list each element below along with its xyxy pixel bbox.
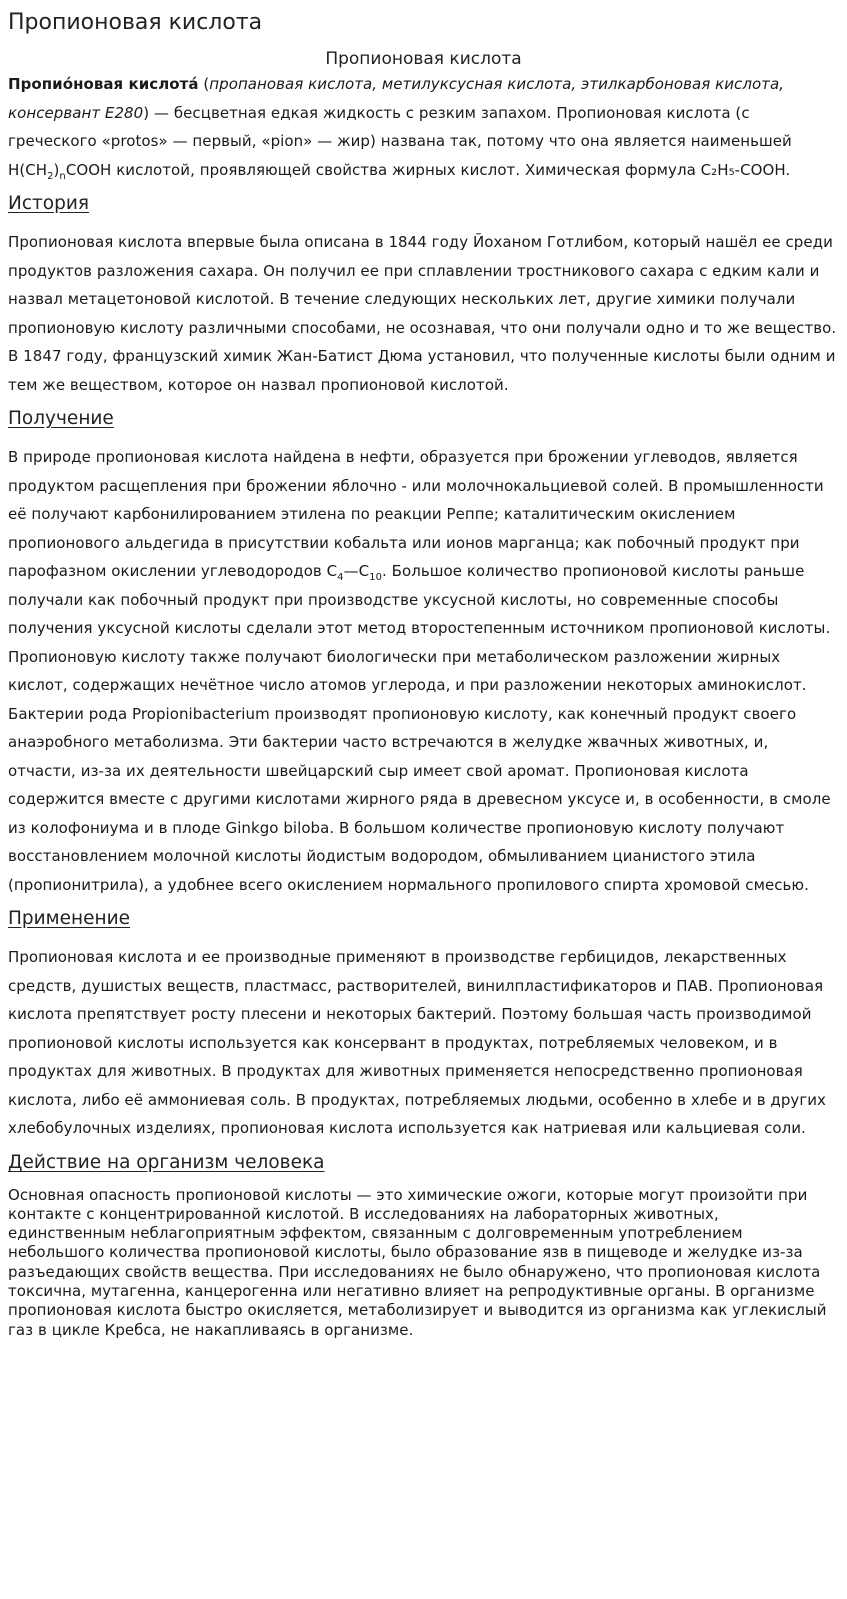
intro-text: ) — бесцветная едкая жидкость с резким запахом. Пропионовая кислота (с греческого «protos» — первый, «pion» — жир) названа так, потому что она является наименьшей H(CH: [8, 103, 792, 179]
formula-paren: ): [53, 160, 60, 179]
production-paragraph: [8, 443, 839, 899]
section-heading-usage: Применение: [8, 908, 130, 929]
section-heading-health: Действие на организм человека: [8, 1151, 325, 1173]
page-title: Пропионовая кислота: [8, 10, 263, 35]
article-subtitle: Пропионовая кислота: [325, 49, 522, 69]
formula-subscript: 2: [47, 170, 54, 182]
carbon-subscript-4: 4: [337, 572, 344, 583]
intro-open-paren: (: [198, 75, 210, 93]
term-bold: Пропио́новая кислота́: [8, 75, 199, 93]
carbon-subscript-10: 10: [369, 572, 382, 583]
intro-paragraph: [8, 70, 839, 184]
production-text-start: В природе пропионовая кислота найдена в нефти, образуется при брожении углеводов, является продуктом расщепления при брожении яблочно - или молочнокальциевой солей. В промышленности её получают карбонилированием этилена по реакции Реппе; каталитическим окислением пропионового альдегида в присутствии кобальта или ионов марганца; как побочный продукт при парофазном окислении углеводородов C: [8, 448, 824, 580]
section-heading-production: Получение: [8, 408, 114, 429]
intro-text-end: COOH кислотой, проявляющей свойства жирных кислот. Химическая формула C₂H₅-COOH.: [65, 160, 791, 179]
production-text-end: . Большое количество пропионовой кислоты раньше получали как побочный продукт при производстве уксусной кислоты, но современные способы получения уксусной кислоты сделали этот метод второстепенным источником пропионовой кислоты. Пропионовую кислоту также получают биологически при метаболическом разложении жирных кислот, содержащих нечётное число атомов углерода, и при разложении некоторых аминокислот. Бактерии рода Propionibacterium производят пропионовую кислоту, как конечный продукт своего анаэробного метаболизма. Эти бактерии часто встречаются в желудке жвачных животных, и, отчасти, из-за их деятельности швейцарский сыр имеет свой аромат. Пропионовая кислота содержится вместе с другими кислотами жирного ряда в древесном уксусе и, в особенности, в смоле из колофониума и в плоде Ginkgo biloba. В большом количестве пропионовую кислоту получают восстановлением молочной кислоты йодистым водородом, обмыливанием цианистого этила (пропионитрила), а удобнее всего окислением нормального пропилового спирта хромовой смесью.: [8, 562, 831, 894]
usage-paragraph: Пропионовая кислота и ее производные применяют в производстве гербицидов, лекарственных средств, душистых веществ, пластмасс, растворителей, винилпластификаторов и ПАВ. Пропионовая кислота препятствует росту плесени и некоторых бактерий. Поэтому большая часть производимой пропионовой кислоты используется как консервант в продуктах, потребляемых человеком, и в продуктах для животных. В продуктах для животных применяется непосредственно пропионовая кислота, либо её аммониевая соль. В продуктах, потребляемых людьми, особенно в хлебе и в других хлебобулочных изделиях, пропионовая кислота используется как натриевая или кальциевая соли.: [8, 948, 826, 1137]
section-heading-history: История: [8, 193, 90, 214]
formula-subscript-n: n: [59, 170, 66, 182]
health-paragraph: Основная опасность пропионовой кислоты — это химические ожоги, которые могут произойти при контакте с концентрированной кислотой. В исследованиях на лабораторных животных, единственным неблагоприятным эффектом, связанным с долговременным употреблением небольшого количества пропионовой кислоты, было образование язв в пищеводе и желудке из-за разъедающих свойств вещества. При исследованиях не было обнаружено, что пропионовая кислота токсична, мутагенна, канцерогенна или негативно влияет на репродуктивные органы. В организме пропионовая кислота быстро окисляется, метаболизирует и выводится из организма как углекислый газ в цикле Кребса, не накапливаясь в организме.: [8, 1185, 827, 1339]
synonyms-italic: пропановая кислота, метилуксусная кислота, этилкарбоновая кислота, консервант E280: [8, 75, 785, 122]
history-paragraph: Пропионовая кислота впервые была описана в 1844 году Йоханом Готлибом, который нашёл ее среди продуктов разложения сахара. Он получил ее при сплавлении тростникового сахара с едким кали и назвал метацетоновой кислотой. В течение следующих нескольких лет, другие химики получали пропионовую кислоту различными способами, не осознавая, что они получали одно и то же вещество. В 1847 году, французский химик Жан-Батист Дюма установил, что полученные кислоты были одним и тем же веществом, которое он назвал пропионовой кислотой.: [8, 233, 837, 394]
carbon-dash: —C: [343, 562, 370, 580]
